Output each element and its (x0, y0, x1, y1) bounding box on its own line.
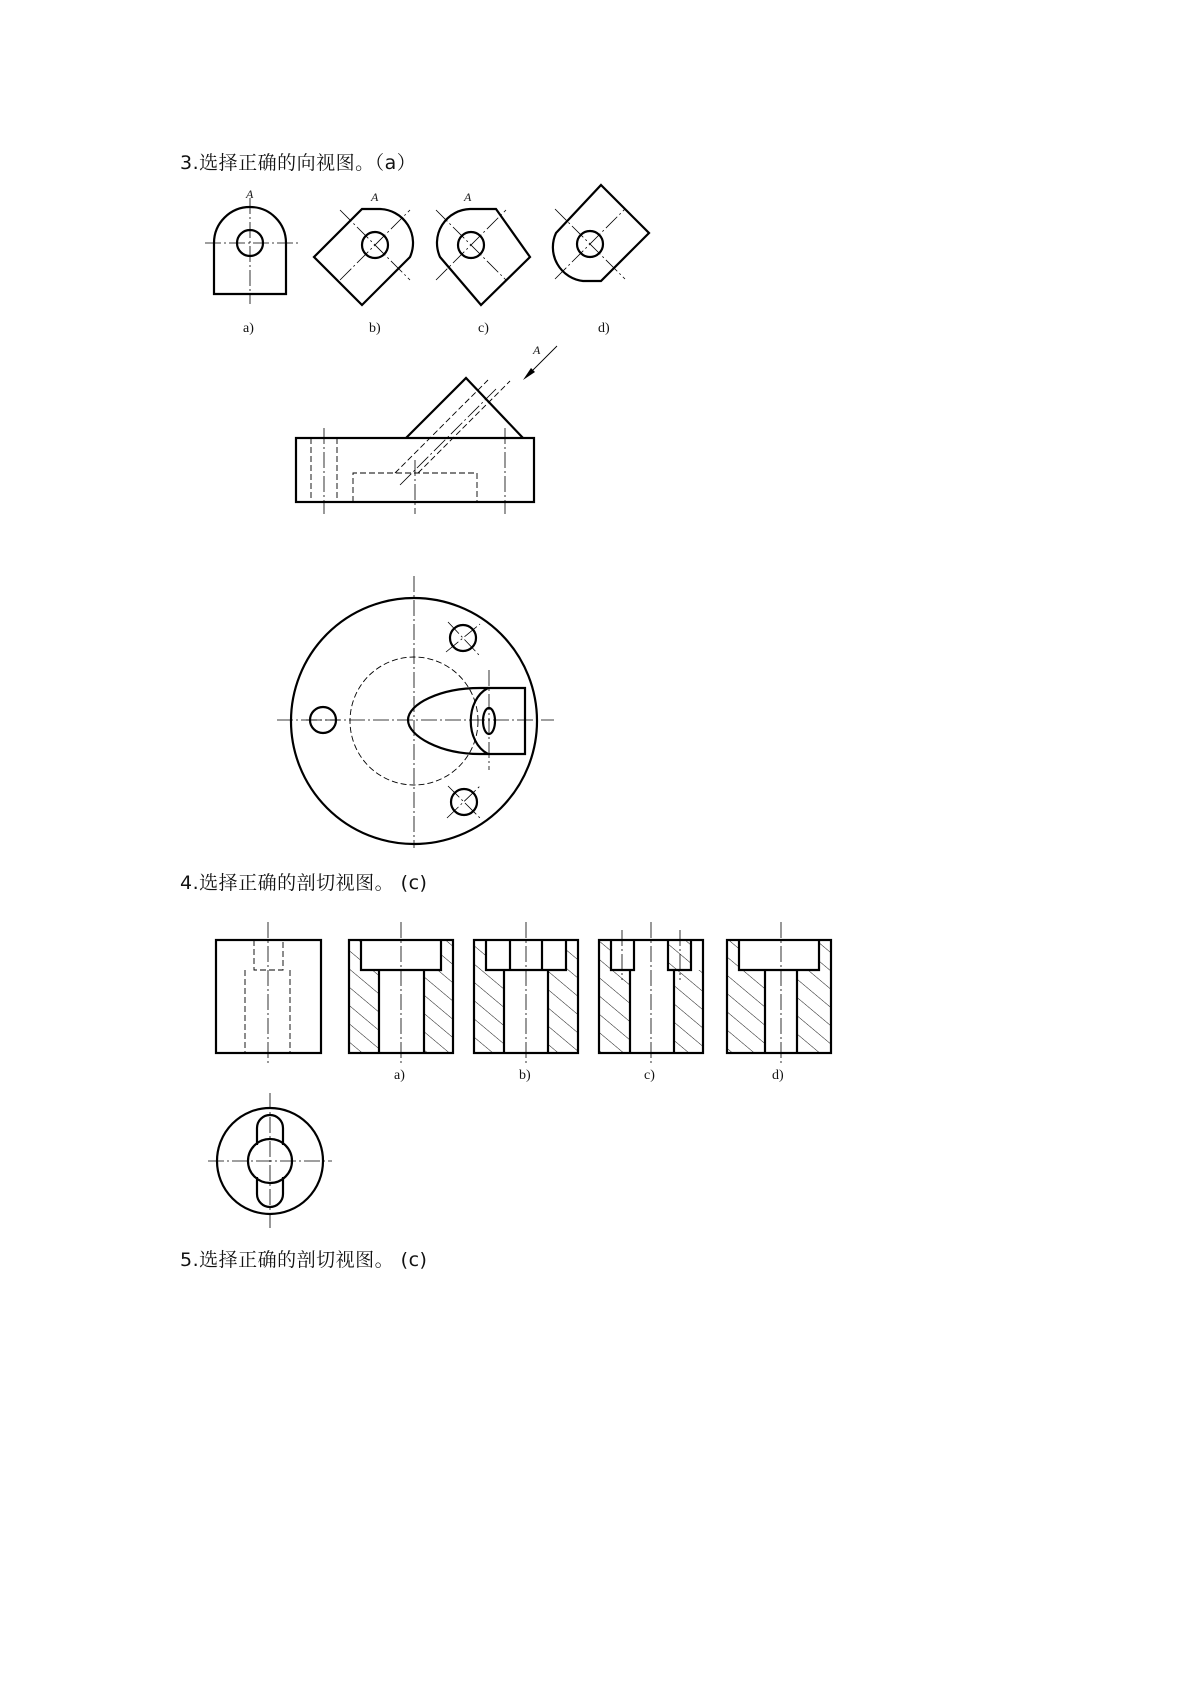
view-a-label: A (246, 187, 254, 201)
q3-view-c (436, 209, 530, 305)
question-5-text: 5.选择正确的剖切视图。 (c) (180, 1249, 428, 1271)
q3-option-a-label: a) (243, 321, 254, 336)
view-c-label: A (464, 190, 472, 204)
q4-option-b (474, 922, 578, 1064)
arrow-a-label: A (533, 343, 541, 357)
q4-given-top-view (208, 1093, 332, 1228)
q4-option-b-label: b) (519, 1068, 531, 1083)
q3-option-d-label: d) (598, 321, 610, 336)
q3-view-b (314, 209, 413, 305)
direction-arrow-a (523, 346, 557, 380)
q3-front-view (296, 378, 534, 514)
q4-option-a (349, 922, 453, 1064)
question-4-text: 4.选择正确的剖切视图。 (c) (180, 872, 428, 894)
q4-option-c (599, 922, 703, 1064)
q3-view-a (205, 198, 298, 304)
q3-option-c-label: c) (478, 321, 489, 336)
question-3-text: 3.选择正确的向视图。（a） (180, 152, 417, 174)
q3-view-d (553, 185, 649, 281)
q3-top-view (277, 576, 554, 848)
q4-option-d (727, 922, 831, 1064)
q4-option-c-label: c) (644, 1068, 655, 1083)
q4-option-d-label: d) (772, 1068, 784, 1083)
view-b-label: A (371, 190, 379, 204)
q4-given-front-view (216, 922, 321, 1064)
q4-option-a-label: a) (394, 1068, 405, 1083)
q3-option-b-label: b) (369, 321, 381, 336)
